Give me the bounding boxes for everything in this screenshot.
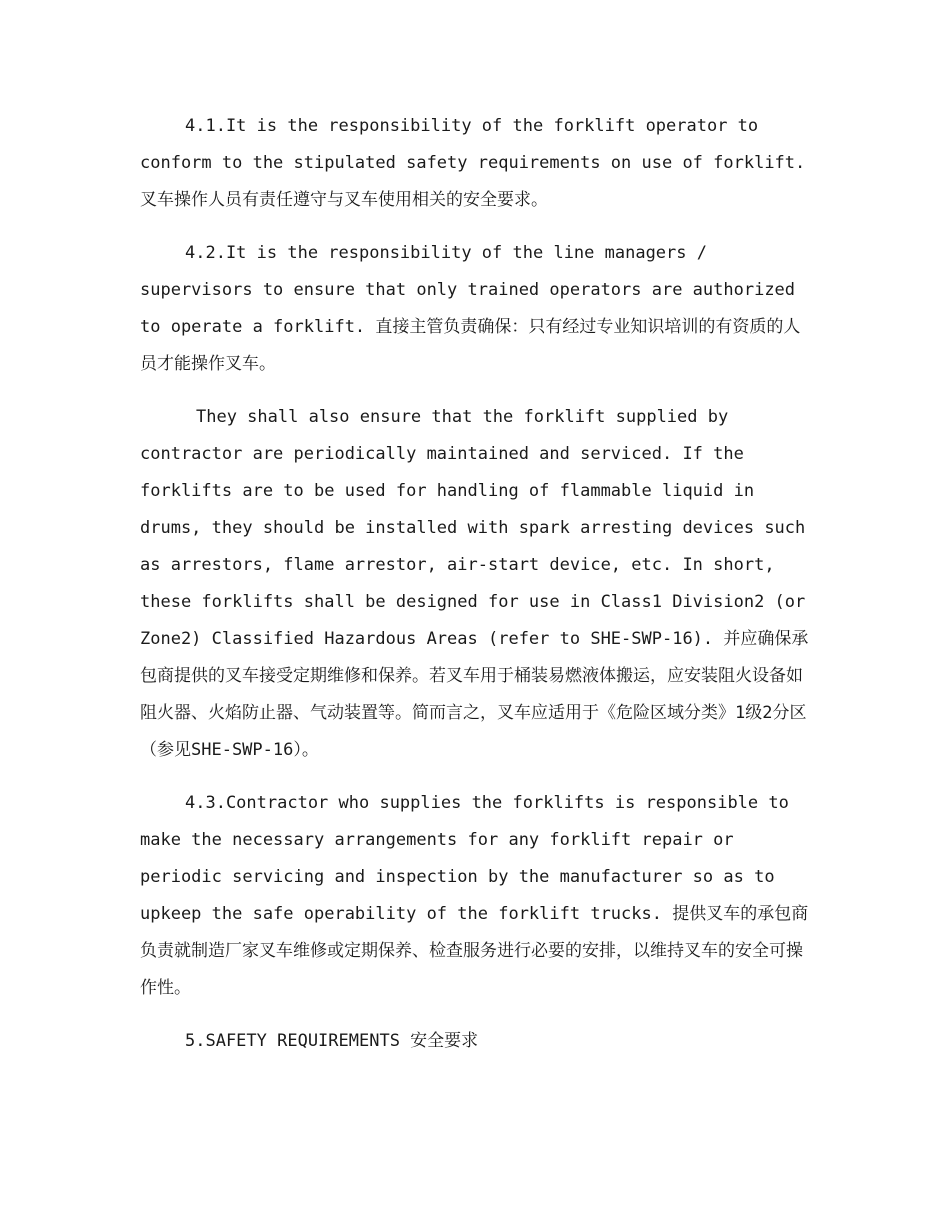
paragraph-4-2-continued: They shall also ensure that the forklift supplied by contractor are periodically maintained and serviced. If the forklifts are to be used for handling of flammable liquid in drums, they should be installed with spark arresting devices such as arrestors, flame arrestor, air-start device, etc. In short, these forklifts shall be designed for use in Class1 Division2 (or Zone2) Classified Hazardous Areas (refer to SHE-SWP-16). 并应确保承包商提供的叉车接受定期维修和保养。若叉车用于桶装易燃液体搬运，应安装阻火设备如阻火器、火焰防止器、气动装置等。简而言之，叉车应适用于《危险区域分类》1级2分区（参见SHE-SWP-16）。 bbox=[140, 407, 809, 760]
document-body bbox=[140, 108, 810, 1076]
paragraph-4-1: 4.1.It is the responsibility of the forklift operator to conform to the stipulated safety requirements on use of forklift. 叉车操作人员有责任遵守与叉车使用相关的安全要求。 bbox=[140, 116, 806, 210]
paragraph-4-2: 4.2.It is the responsibility of the line managers / supervisors to ensure that only trained operators are authorized to operate a forklift. 直接主管负责确保：只有经过专业知识培训的有资质的人员才能操作叉车。 bbox=[140, 243, 801, 374]
section-heading-safety-requirements: 5.SAFETY REQUIREMENTS 安全要求 bbox=[185, 1031, 479, 1051]
paragraph-4-3: 4.3.Contractor who supplies the forklifts is responsible to make the necessary arrangements for any forklift repair or periodic servicing and inspection by the manufacturer so as to upkeep the safe operability of the forklift trucks. 提供叉车的承包商负责就制造厂家叉车维修或定期保养、检查服务进行必要的安排，以维持叉车的安全可操作性。 bbox=[140, 793, 809, 998]
